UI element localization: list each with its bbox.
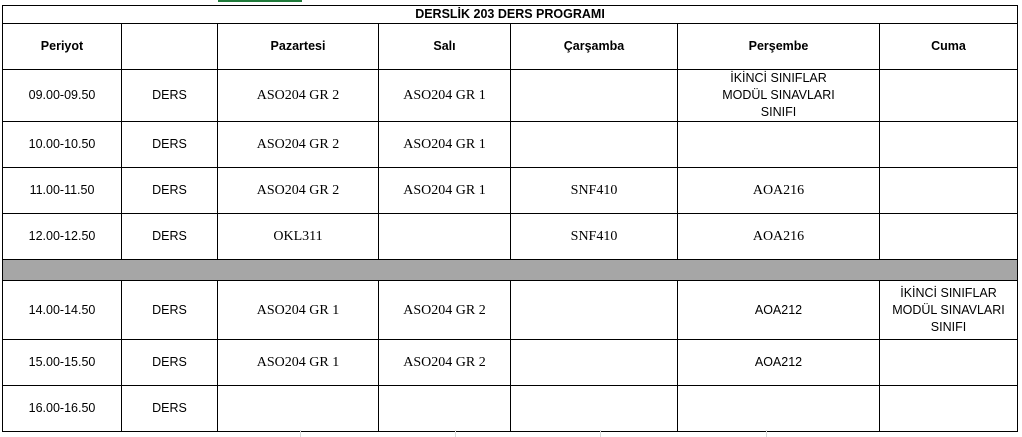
thursday-cell: AOA212 (678, 340, 880, 386)
tuesday-cell: ASO204 GR 1 (379, 168, 511, 214)
period-cell: 09.00-09.50 (3, 70, 122, 122)
period-cell: 14.00-14.50 (3, 281, 122, 340)
wednesday-cell (511, 281, 678, 340)
type-cell: DERS (122, 386, 218, 432)
friday-cell: İKİNCİ SINIFLAR MODÜL SINAVLARI SINIFI (880, 281, 1018, 340)
tuesday-cell: ASO204 GR 2 (379, 281, 511, 340)
friday-cell (880, 70, 1018, 122)
tuesday-cell: ASO204 GR 1 (379, 122, 511, 168)
wednesday-cell (511, 70, 678, 122)
type-cell: DERS (122, 168, 218, 214)
tuesday-cell: ASO204 GR 1 (379, 70, 511, 122)
header-monday: Pazartesi (218, 24, 379, 70)
header-period: Periyot (3, 24, 122, 70)
monday-cell: ASO204 GR 2 (218, 122, 379, 168)
tuesday-cell (379, 386, 511, 432)
thursday-cell: AOA212 (678, 281, 880, 340)
thursday-cell (678, 386, 880, 432)
thursday-cell: AOA216 (678, 214, 880, 260)
monday-cell: ASO204 GR 2 (218, 70, 379, 122)
period-cell: 10.00-10.50 (3, 122, 122, 168)
friday-cell (880, 168, 1018, 214)
friday-cell (880, 386, 1018, 432)
table-title: DERSLİK 203 DERS PROGRAMI (3, 6, 1018, 24)
tuesday-cell: ASO204 GR 2 (379, 340, 511, 386)
schedule-table (2, 5, 1018, 432)
table-row (3, 340, 1018, 386)
wednesday-cell (511, 386, 678, 432)
wednesday-cell: SNF410 (511, 214, 678, 260)
gridline-mark (600, 430, 601, 437)
monday-cell: OKL311 (218, 214, 379, 260)
gridline-mark (300, 430, 301, 437)
table-row (3, 122, 1018, 168)
thursday-cell: İKİNCİ SINIFLAR MODÜL SINAVLARI SINIFI (678, 70, 880, 122)
gridline-mark (766, 430, 767, 437)
friday-cell (880, 340, 1018, 386)
gridline-mark (455, 430, 456, 437)
monday-cell: ASO204 GR 1 (218, 340, 379, 386)
lunch-break-bar (3, 260, 1018, 281)
monday-cell: ASO204 GR 2 (218, 168, 379, 214)
thursday-cell: AOA216 (678, 168, 880, 214)
period-cell: 11.00-11.50 (3, 168, 122, 214)
monday-cell: ASO204 GR 1 (218, 281, 379, 340)
header-type (122, 24, 218, 70)
table-row (3, 386, 1018, 432)
tuesday-cell (379, 214, 511, 260)
wednesday-cell: SNF410 (511, 168, 678, 214)
thursday-cell (678, 122, 880, 168)
wednesday-cell (511, 340, 678, 386)
type-cell: DERS (122, 340, 218, 386)
header-thursday: Perşembe (678, 24, 880, 70)
header-friday: Cuma (880, 24, 1018, 70)
wednesday-cell (511, 122, 678, 168)
period-cell: 16.00-16.50 (3, 386, 122, 432)
type-cell: DERS (122, 281, 218, 340)
friday-cell (880, 214, 1018, 260)
table-row (3, 214, 1018, 260)
header-tuesday: Salı (379, 24, 511, 70)
table-row (3, 168, 1018, 214)
table-row (3, 281, 1018, 340)
header-wednesday: Çarşamba (511, 24, 678, 70)
period-cell: 15.00-15.50 (3, 340, 122, 386)
table-row (3, 70, 1018, 122)
type-cell: DERS (122, 122, 218, 168)
lunch-break-row (3, 260, 1018, 281)
friday-cell (880, 122, 1018, 168)
monday-cell (218, 386, 379, 432)
type-cell: DERS (122, 70, 218, 122)
period-cell: 12.00-12.50 (3, 214, 122, 260)
header-row (3, 24, 1018, 70)
type-cell: DERS (122, 214, 218, 260)
